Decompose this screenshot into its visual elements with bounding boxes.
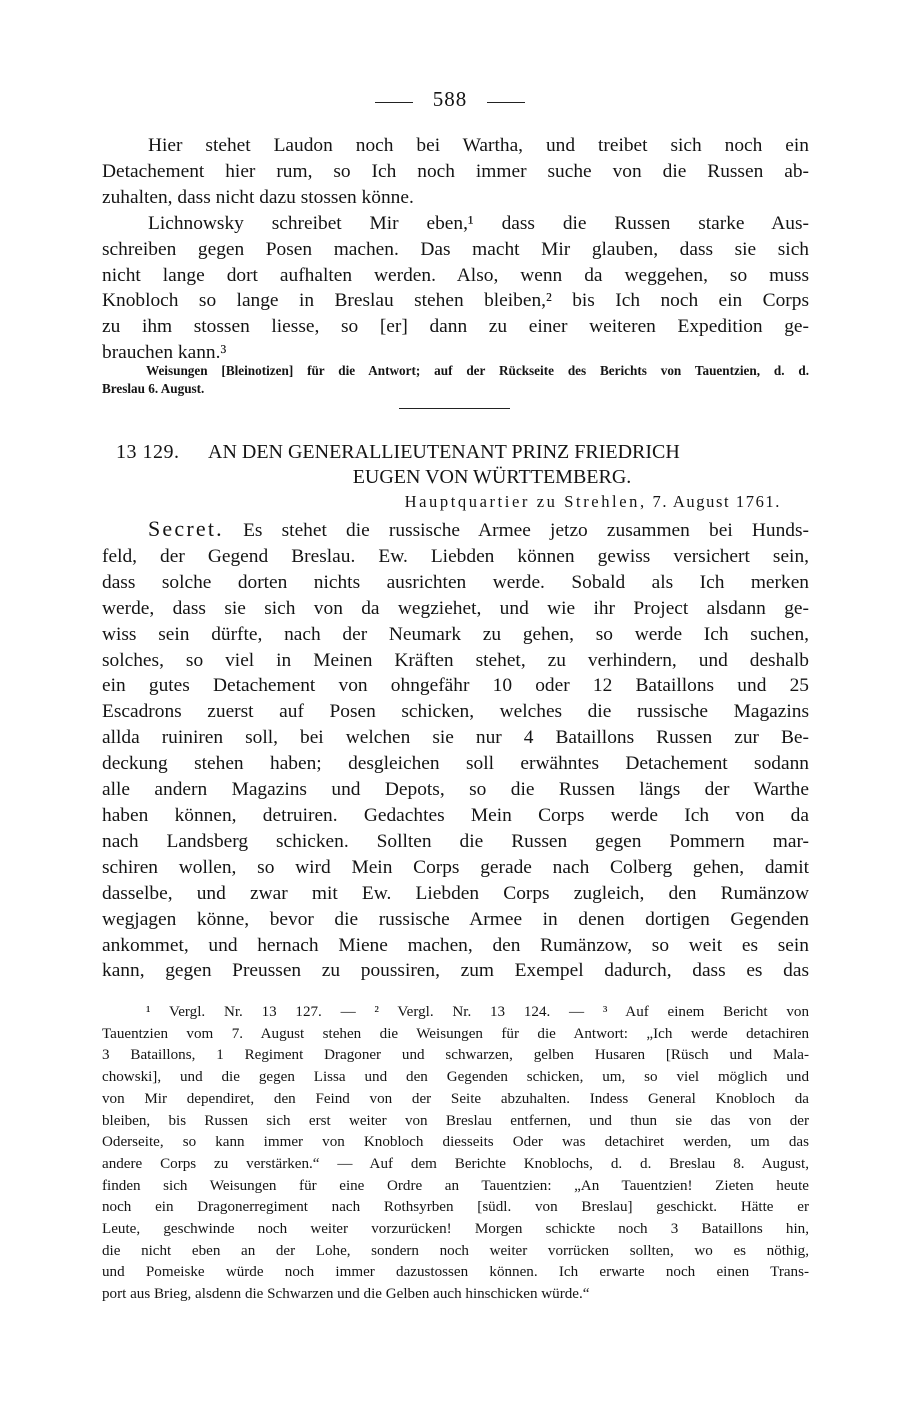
dateline-place: Hauptquartier zu Strehlen, [404, 492, 647, 511]
paragraph-2 [102, 211, 809, 237]
section-divider [399, 408, 510, 409]
footnote-line: finden sich Weisungen für eine Ordre an Tauentzien: „An Tauentzien! Zieten heute [102, 1177, 809, 1194]
letter-paragraph [102, 544, 809, 984]
footnote-line: die nicht eben an der Lohe, sondern noch weiter vorrücken sollten, wo es nöthig, [102, 1242, 809, 1259]
footnote-line: Tauentzien vom 7. August stehen die Weisungen für die Antwort: „Ich werde detachiren [102, 1025, 809, 1042]
text-line: Escadrons zuerst auf Posen schicken, welches die russische Magazins [102, 701, 809, 723]
page-header [0, 84, 900, 114]
text-line: solches, so viel in Meinen Kräften stehet, zu verhindern, und deshalb [102, 649, 809, 671]
footnote-line: von Mir dependiret, den Feind von der Seite abzuhalten. Indess General Knobloch da [102, 1090, 809, 1107]
header-dash-right [487, 102, 525, 103]
text-line-rest: Es stehet die russische Armee jetzo zusammen bei Hunds- [243, 520, 809, 541]
footnote-line: Oderseite, so kann immer von Knobloch diesseits Oder was detachiret werden, um das [102, 1134, 809, 1151]
text-line [148, 516, 809, 544]
addressee-line-1: AN DEN GENERALLIEUTENANT PRINZ FRIEDRICH [208, 441, 680, 463]
dateline-date: 7. August 1761. [652, 492, 781, 511]
paragraph-2-cont [102, 237, 809, 367]
addressee-line-2: EUGEN VON WÜRTTEMBERG. [352, 466, 632, 488]
text-line: nicht lange dort aufhalten werden. Also, wenn da weggehen, so muss [102, 264, 809, 286]
heading-line-1 [116, 440, 806, 465]
source-note-line: Breslau 6. August. [102, 381, 205, 396]
text-line: feld, der Gegend Breslau. Ew. Liebden können gewiss versichert sein, [102, 545, 809, 567]
opening-word: Secret. [148, 516, 224, 541]
text-line: schreiben gegen Posen machen. Das macht Mir glauben, dass sie sich [102, 238, 809, 260]
footnote-line: chowski], und die gegen Lissa und den Gegenden schicken, um, so viel möglich und [102, 1069, 809, 1086]
text-line: zu ihm stossen liesse, so [er] dann zu einer weiteren Expedition ge- [102, 316, 809, 338]
paragraph-1-cont [102, 159, 809, 211]
letter-number: 13 129. [116, 441, 180, 463]
letter-heading [116, 440, 806, 490]
text-line: zuhalten, dass nicht dazu stossen könne. [102, 186, 414, 208]
footnote-line: 3 Bataillons, 1 Regiment Dragoner und schwarzen, gelben Husaren [Rüsch und Mala- [102, 1047, 809, 1064]
text-line: Detachement hier rum, so Ich noch immer suche von die Russen ab- [102, 160, 809, 182]
text-line: dasselbe, und zwar mit Ew. Liebden Corps zugleich, den Rumänzow [102, 882, 809, 904]
letter-body [102, 516, 809, 984]
paragraph-1 [102, 133, 809, 159]
source-note [102, 362, 809, 398]
page-number: 588 [432, 86, 468, 111]
dateline [405, 492, 781, 512]
text-line: Knobloch so lange in Breslau stehen bleiben,² bis Ich noch ein Corps [102, 290, 809, 312]
footnote-line: ¹ Vergl. Nr. 13 127. — ² Vergl. Nr. 13 124. — ³ Auf einem Bericht von [146, 1004, 809, 1020]
text-line: kann, gegen Preussen zu poussiren, zum Exempel dadurch, dass es das [102, 960, 809, 982]
text-line: schiren wollen, so wird Mein Corps gerade nach Colberg gehen, damit [102, 856, 809, 878]
previous-letter-text [102, 133, 809, 366]
footnotes [102, 1002, 809, 1306]
footnote-line: noch ein Dragonerregiment nach Rothsyrben [südl. von Breslau] geschickt. Hätte er [102, 1199, 809, 1216]
text-line: wegjagen könne, bevor die russische Armee in denen dortigen Gegenden [102, 908, 809, 930]
text-line: deckung stehen haben; desgleichen soll erwähntes Detachement sodann [102, 753, 809, 775]
text-line: ein gutes Detachement von ohngefähr 10 oder 12 Bataillons und 25 [102, 675, 809, 697]
text-line: wiss sein dürfte, nach der Neumark zu gehen, so werde Ich suchen, [102, 623, 809, 645]
text-line: nach Landsberg schicken. Sollten die Russen gegen Pommern mar- [102, 830, 809, 852]
text-line: Lichnowsky schreibet Mir eben,¹ dass die Russen starke Aus- [148, 212, 809, 234]
text-line: brauchen kann.³ [102, 342, 227, 364]
footnote-line: bleiben, bis Russen sich erst weiter von Breslau entfernen, und thun sie das von der [102, 1112, 809, 1129]
text-line: haben können, detruiren. Gedachtes Mein Corps werde Ich von da [102, 804, 809, 826]
text-line: dass solche dorten nichts ausrichten werde. Sobald als Ich merken [102, 571, 809, 593]
text-line: ankommet, und hernach Miene machen, den Rumänzow, so weit es sein [102, 934, 809, 956]
header-dash-left [375, 102, 413, 103]
footnote-line: andere Corps zu verstärken.“ — Auf dem Berichte Knoblochs, d. d. Breslau 8. August, [102, 1155, 809, 1172]
footnote-line: port aus Brieg, alsdenn die Schwarzen und die Gelben auch hinschicken würde.“ [102, 1286, 590, 1303]
footnote-line: Leute, geschwinde noch weiter vorzurücken! Morgen schickte noch 3 Bataillons hin, [102, 1221, 809, 1238]
text-line: alle andern Magazins und Depots, so die Russen längs der Warthe [102, 779, 809, 801]
footnote-line: und Pomeiske würde noch immer dazustossen können. Ich erwarte noch einen Trans- [102, 1264, 809, 1281]
source-note-line: Weisungen [Bleinotizen] für die Antwort; auf der Rückseite des Berichts von Tauentzien, d. d. [146, 363, 809, 378]
text-line: allda ruiniren soll, bei welchen sie nur 4 Bataillons Russen zur Be- [102, 727, 809, 749]
text-line: Hier stehet Laudon noch bei Wartha, und treibet sich noch ein [148, 135, 809, 156]
letter-first-line [102, 516, 809, 544]
text-line: werde, dass sie sich von da wegziehet, und wie ihr Project alsdann ge- [102, 597, 809, 619]
